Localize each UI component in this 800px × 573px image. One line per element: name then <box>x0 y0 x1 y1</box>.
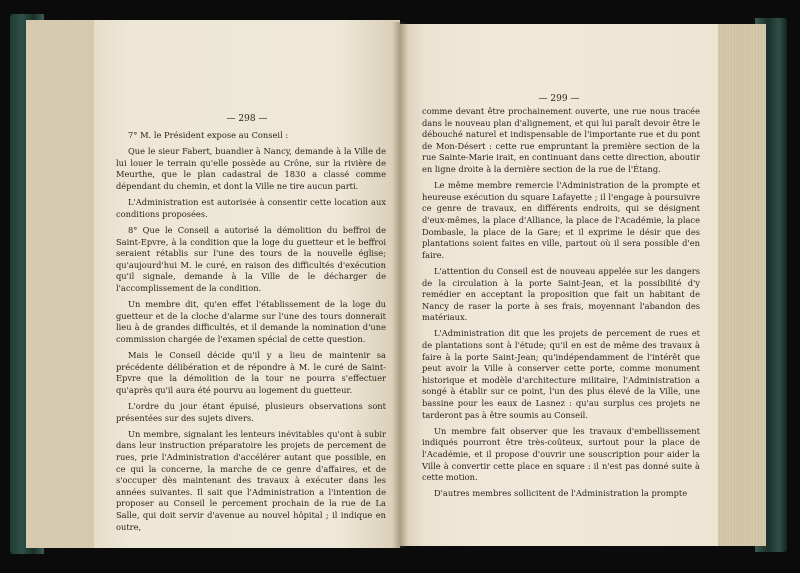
paragraph: Que le sieur Fabert, buandier à Nancy, demande à la Ville de lui louer le terrain qu'elle possède au Crône, sur la rivière de Meurthe, que le plan cadastral de 1830 a classé comme dépendant du chemin, et dont la Ville ne tire aucun parti. <box>116 146 386 191</box>
page-number: — 298 — <box>226 114 268 124</box>
paragraph: Mais le Conseil décide qu'il y a lieu de maintenir sa précédente délibération et de répondre à M. le curé de Saint-Epvre que la démolition de la tour ne pourra s'effectuer qu'après qu'il aura été pourvu au logement du guetteur. <box>116 350 386 395</box>
paragraph: L'Administration dit que les projets de percement de rues et de plantations sont à l'étude; qu'il en est de même des travaux à faire à la porte Saint-Jean; qu'indépendamment de l'intérêt que peut avoir la Ville à conserver cette porte, comme monument historique et modèle d'architecture militaire, l'Administration a songé à établir sur ce point, l'un des plus élevé de la Ville, une bassine pour les eaux de Lasnez : qu'au surplus ces projets ne tarderont pas à être soumis au Conseil. <box>422 328 700 420</box>
paragraph: L'attention du Conseil est de nouveau appelée sur les dangers de la circulation à la porte Saint-Jean, et la possibilité d'y remédier en acceptant la proposition que fait un habitant de Nancy de raser la porte à ses frais, moyennant l'abandon des matériaux. <box>422 265 700 323</box>
paragraph: Un membre dit, qu'en effet l'établissement de la loge du guetteur et de la cloche d'alarme sur l'une des tours donnerait lieu à de grandes difficultés, et il demande la nomination d'une commission chargée de l'examen spécial de cette question. <box>116 299 386 344</box>
right-page <box>400 24 718 546</box>
paragraph: Un membre fait observer que les travaux d'embellissement indiqués pourront être très-coûteux, surtout pour la place de l'Académie, et il propose d'ouvrir une souscription pour aider la Ville à convertir cette place en square : il n'est pas donné suite à cette motion. <box>422 425 700 483</box>
page-number: — 299 — <box>538 94 580 104</box>
left-page-text <box>116 130 386 533</box>
paragraph: Le même membre remercie l'Administration de la prompte et heureuse exécution du square Lafayette ; il l'engage à poursuivre ce genre de travaux, en différents endroits, qui se désignent d'eux-mêmes, la place d'Alliance, la place de l'Académie, la place Dombasle, la place de la Gare; et il exprime le désir que des plantations soient faites en ville, partout où il sera possible d'en faire. <box>422 180 700 260</box>
paragraph: L'ordre du jour étant épuisé, plusieurs observations sont présentées sur des sujets divers. <box>116 401 386 423</box>
paragraph: 8° Que le Conseil a autorisé la démolition du beffroi de Saint-Epvre, à la condition que la loge du guetteur et le beffroi seraient rétablis sur l'une des tours de la nouvelle église; qu'aujourd'hui M. le curé, en raison des difficultés d'exécution qu'il signale, demande à la Ville de le décharger de l'accomplissement de la condition. <box>116 224 386 293</box>
page-edges-left <box>26 20 96 548</box>
paragraph: comme devant être prochainement ouverte, une rue nous tracée dans le nouveau plan d'alignement, et qui lui paraît devoir être le débouché naturel et indispensable de l'importante rue et du pont de Mon-Désert : cette rue empruntant la première section de la rue Sainte-Marie irait, en continuant dans cette direction, aboutir en ligne droite à la dernière section de la rue de l'Étang. <box>422 106 700 174</box>
page-edges-right <box>716 24 766 546</box>
paragraph: D'autres membres sollicitent de l'Administration la prompte <box>434 488 688 499</box>
paragraph: 7° M. le Président expose au Conseil : <box>128 130 289 140</box>
paragraph: Un membre, signalant les lenteurs inévitables qu'ont à subir dans leur instruction préparatoire les projets de percement de rues, prie l'Administration d'accélérer autant que possible, en ce qui la concerne, la marche de ce genre d'affaires, et de s'occuper dès maintenant des travaux à exécuter dans les années suivantes. Il sait que l'Administration a l'intention de proposer au Conseil le percement prochain de la rue de La Salle, qui doit servir d'avenue au nouvel hôpital ; il indique en outre, <box>116 428 386 532</box>
book-gutter <box>392 22 408 548</box>
paragraph: L'Administration est autorisée à consentir cette location aux conditions proposées. <box>116 197 386 219</box>
right-page-text <box>422 106 700 500</box>
left-page <box>94 20 400 548</box>
